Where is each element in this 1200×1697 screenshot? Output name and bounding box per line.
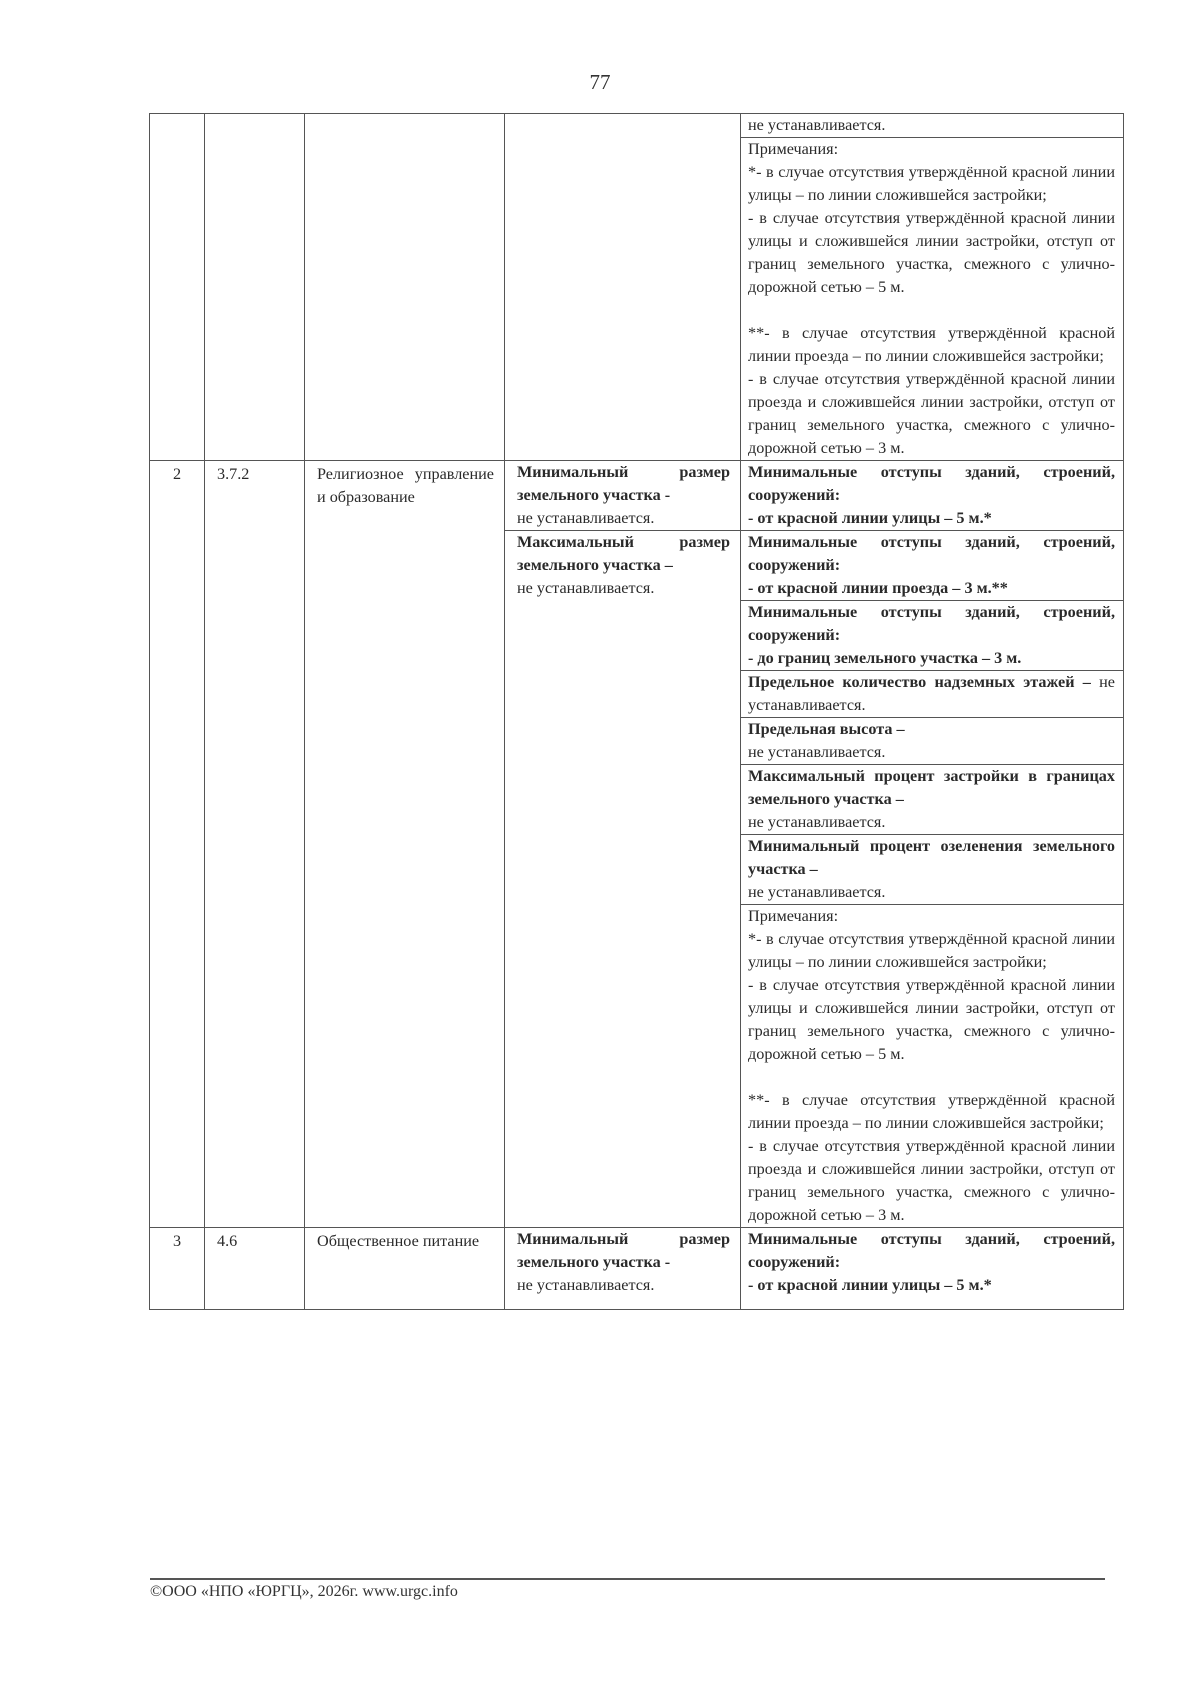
- limit-title: Минимальные отступы зданий, строений, сооружений:: [748, 1230, 1115, 1271]
- notes-title: Примечания:: [748, 907, 839, 925]
- limit-value: не устанавливается.: [748, 116, 886, 134]
- note-paragraph: - в случае отсутствия утверждённой красной линии проезда и сложившейся линии застройки, отступ от границ земельного участка, смежного с улично-дорожной сетью – 3 м.: [748, 1137, 1115, 1224]
- max-size-cell: [505, 531, 741, 1228]
- min-size-cell: [505, 461, 741, 531]
- limit-cell: [741, 531, 1124, 601]
- limit-cell: [741, 671, 1124, 718]
- code-cell: [205, 114, 305, 461]
- limit-value: не устанавливается.: [748, 813, 886, 831]
- footer-divider: [150, 1578, 1105, 1580]
- page-number: 77: [589, 70, 611, 94]
- limit-cell: [741, 835, 1124, 905]
- note-paragraph: **- в случае отсутствия утверждённой красной линии проезда – по линии сложившейся застройки;: [748, 324, 1115, 365]
- limit-title: Минимальный процент озеленения земельного участка –: [748, 837, 1115, 878]
- limit-value: не устанавливается.: [748, 743, 886, 761]
- limit-cell: [741, 461, 1124, 531]
- note-paragraph: - в случае отсутствия утверждённой красной линии улицы и сложившейся линии застройки, отступ от границ земельного участка, смежного с улично-дорожной сетью – 5 м.: [748, 209, 1115, 296]
- note-paragraph: *- в случае отсутствия утверждённой красной линии улицы – по линии сложившейся застройки;: [748, 930, 1115, 971]
- limit-value: - от красной линии улицы – 5 м.*: [748, 1276, 992, 1294]
- limit-cell: [741, 601, 1124, 671]
- limit-title: Минимальные отступы зданий, строений, сооружений:: [748, 463, 1115, 504]
- limit-value: - до границ земельного участка – 3 м.: [748, 649, 1022, 667]
- note-paragraph: - в случае отсутствия утверждённой красной линии улицы и сложившейся линии застройки, отступ от границ земельного участка, смежного с улично-дорожной сетью – 5 м.: [748, 976, 1115, 1063]
- use-code: 3.7.2: [205, 461, 305, 1228]
- limit-value: не устанавливается.: [748, 673, 1115, 714]
- limit-value: - от красной линии улицы – 5 м.*: [748, 509, 992, 527]
- min-size-value: не устанавливается.: [517, 509, 655, 527]
- limit-title: Предельное количество надземных этажей –: [748, 673, 1091, 691]
- regulations-table: [149, 113, 1124, 1310]
- footer-copyright: ©ООО «НПО «ЮРГЦ», 2026г. www.urgc.info: [150, 1583, 458, 1600]
- limit-cell: [741, 718, 1124, 765]
- use-name: Религиозное управление и образование: [305, 461, 505, 1228]
- limit-value: - от красной линии проезда – 3 м.**: [748, 579, 1008, 597]
- min-size-cell: [505, 1228, 741, 1310]
- limit-value: не устанавливается.: [748, 883, 886, 901]
- notes-cell: [741, 905, 1124, 1228]
- notes-title: Примечания:: [748, 140, 839, 158]
- note-paragraph: **- в случае отсутствия утверждённой красной линии проезда – по линии сложившейся застройки;: [748, 1091, 1115, 1132]
- param-cell: [505, 114, 741, 461]
- limit-title: Минимальные отступы зданий, строений, сооружений:: [748, 603, 1115, 644]
- note-paragraph: *- в случае отсутствия утверждённой красной линии улицы – по линии сложившейся застройки;: [748, 163, 1115, 204]
- min-size-value: не устанавливается.: [517, 1276, 655, 1294]
- limit-title: Максимальный процент застройки в границах земельного участка –: [748, 767, 1115, 808]
- use-name: Общественное питание: [305, 1228, 505, 1310]
- name-cell: [305, 114, 505, 461]
- num-cell: [150, 114, 205, 461]
- limit-cell: [741, 1228, 1124, 1310]
- limit-title: Предельная высота –: [748, 720, 905, 738]
- use-code: 4.6: [205, 1228, 305, 1310]
- note-paragraph: - в случае отсутствия утверждённой красной линии проезда и сложившейся линии застройки, отступ от границ земельного участка, смежного с улично-дорожной сетью – 3 м.: [748, 370, 1115, 457]
- table-row: [150, 114, 1124, 138]
- max-size-title: Максимальный размер земельного участка –: [517, 533, 730, 574]
- table-row: [150, 461, 1124, 531]
- table-row: [150, 1228, 1124, 1310]
- limit-cell: [741, 765, 1124, 835]
- min-size-title: Минимальный размер земельного участка -: [517, 1230, 730, 1271]
- min-size-title: Минимальный размер земельного участка -: [517, 463, 730, 504]
- limit-title: Минимальные отступы зданий, строений, сооружений:: [748, 533, 1115, 574]
- notes-cell: [741, 138, 1124, 461]
- row-number: 3: [150, 1228, 205, 1310]
- limit-cell: [741, 114, 1124, 138]
- max-size-value: не устанавливается.: [517, 579, 655, 597]
- row-number: 2: [150, 461, 205, 1228]
